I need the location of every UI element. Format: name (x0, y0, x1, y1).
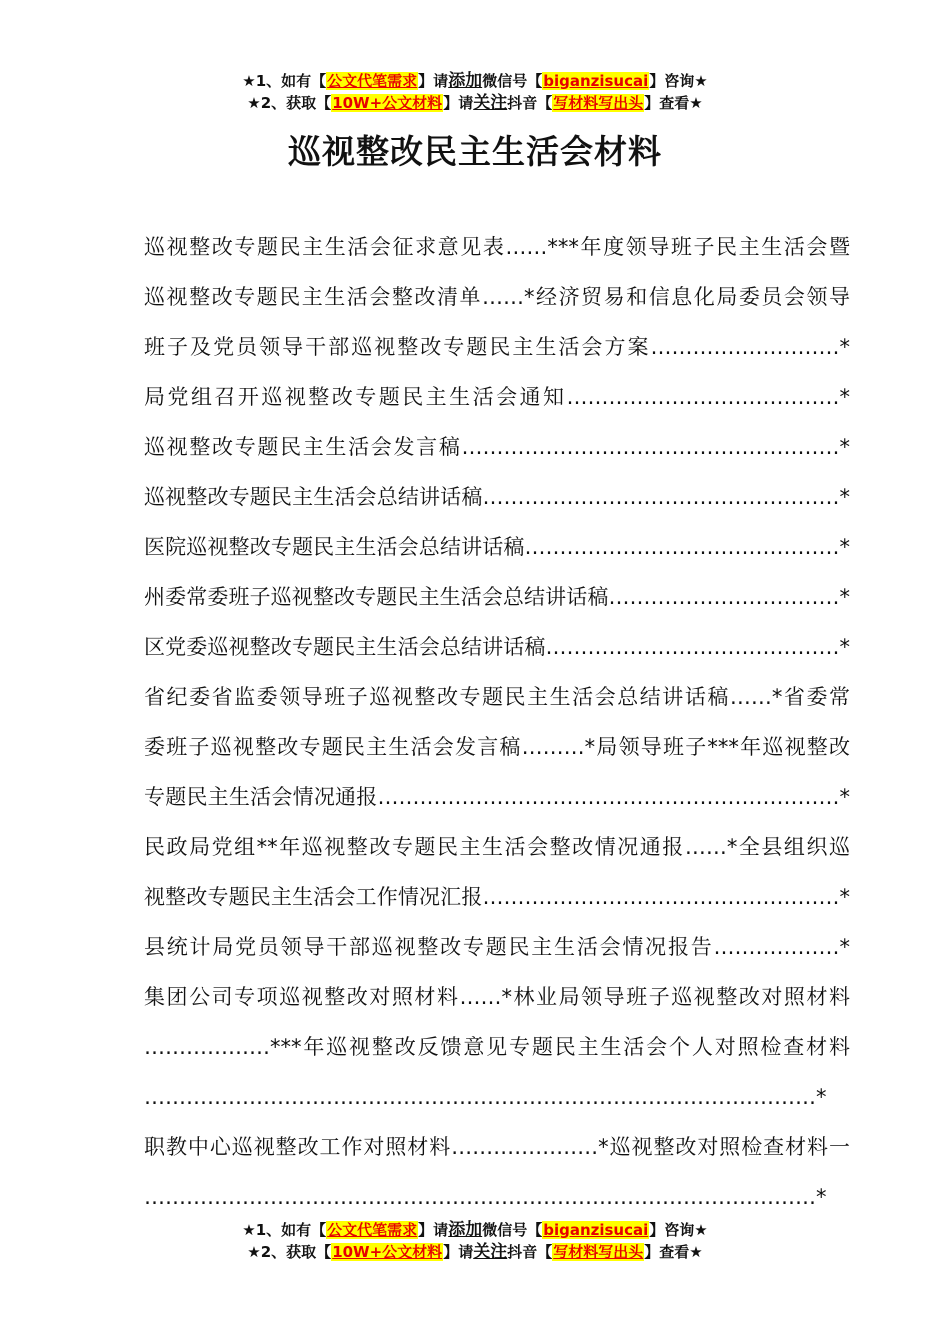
highlight-wechat-id: biganzisucai (543, 1221, 649, 1239)
promo-text: 抖音【 (507, 94, 553, 112)
table-of-contents (144, 222, 850, 1222)
promo-text: 】请 (418, 1221, 449, 1239)
promo-text: 抖音【 (507, 1243, 553, 1261)
footer-promo (0, 1219, 950, 1263)
promo-text: 微信号【 (482, 1221, 543, 1239)
promo-emphasis: 添加 (448, 1220, 483, 1240)
toc-line: 医院巡视整改专题民主生活会总结讲话稿………………………………………* (144, 535, 850, 559)
toc-line: 州委常委班子巡视整改专题民主生活会总结讲话稿……………………………* (144, 585, 850, 609)
toc-line: ……………………………………………………………………………………* (144, 1085, 827, 1109)
promo-line-1 (0, 70, 950, 92)
promo-text: 】查看★ (644, 1243, 703, 1261)
toc-line: 民政局党组**年巡视整改专题民主生活会整改情况通报……*全县组织巡 (144, 835, 850, 859)
highlight-materials: 10W+公文材料 (332, 94, 443, 112)
highlight-douyin-account: 写材料写出头 (553, 94, 644, 112)
highlight-service: 公文代笔需求 (327, 1221, 418, 1239)
highlight-douyin-account: 写材料写出头 (553, 1243, 644, 1261)
toc-line: ……………………………………………………………………………………* (144, 1185, 827, 1209)
toc-line: 专题民主生活会情况通报…………………………………………………………* (144, 785, 850, 809)
toc-line: 巡视整改专题民主生活会整改清单……*经济贸易和信息化局委员会领导 (144, 285, 850, 309)
promo-emphasis: 关注 (473, 93, 508, 113)
promo-text: ★1、如有【 (242, 1221, 327, 1239)
document-title: 巡视整改民主生活会材料 (288, 132, 662, 171)
promo-text: ★1、如有【 (242, 72, 327, 90)
toc-line: 局党组召开巡视整改专题民主生活会通知…………………………………* (144, 385, 850, 409)
promo-text: 】请 (443, 94, 474, 112)
toc-line: 集团公司专项巡视整改对照材料……*林业局领导班子巡视整改对照材料 (144, 985, 850, 1009)
header-promo (0, 70, 950, 114)
promo-line-1 (0, 1219, 950, 1241)
toc-line: 巡视整改专题民主生活会征求意见表……***年度领导班子民主生活会暨 (144, 235, 850, 259)
promo-emphasis: 关注 (473, 1242, 508, 1262)
toc-line: 班子及党员领导干部巡视整改专题民主生活会方案………………………* (144, 335, 850, 359)
promo-text: 】查看★ (644, 94, 703, 112)
toc-line: 巡视整改专题民主生活会发言稿………………………………………………* (144, 435, 850, 459)
toc-line: 委班子巡视整改专题民主生活会发言稿………*局领导班子***年巡视整改 (144, 735, 850, 759)
highlight-materials: 10W+公文材料 (332, 1243, 443, 1261)
toc-line: 区党委巡视整改专题民主生活会总结讲话稿……………………………………* (144, 635, 850, 659)
toc-line: 巡视整改专题民主生活会总结讲话稿……………………………………………* (144, 485, 850, 509)
promo-text: ★2、获取【 (247, 94, 332, 112)
toc-line: 职教中心巡视整改工作对照材料…………………*巡视整改对照检查材料一 (144, 1135, 850, 1159)
toc-line: 省纪委省监委领导班子巡视整改专题民主生活会总结讲话稿……*省委常 (144, 685, 850, 709)
promo-text: 】咨询★ (649, 1221, 708, 1239)
toc-line: ………………***年巡视整改反馈意见专题民主生活会个人对照检查材料 (144, 1035, 850, 1059)
promo-text: 微信号【 (482, 72, 543, 90)
promo-text: 】咨询★ (649, 72, 708, 90)
toc-line: 县统计局党员领导干部巡视整改专题民主生活会情况报告………………* (144, 935, 850, 959)
promo-text: ★2、获取【 (247, 1243, 332, 1261)
promo-emphasis: 添加 (448, 71, 483, 91)
promo-text: 】请 (443, 1243, 474, 1261)
toc-line: 视整改专题民主生活会工作情况汇报……………………………………………* (144, 885, 850, 909)
promo-line-2 (0, 92, 950, 114)
highlight-wechat-id: biganzisucai (543, 72, 649, 90)
promo-line-2 (0, 1241, 950, 1263)
highlight-service: 公文代笔需求 (327, 72, 418, 90)
promo-text: 】请 (418, 72, 449, 90)
